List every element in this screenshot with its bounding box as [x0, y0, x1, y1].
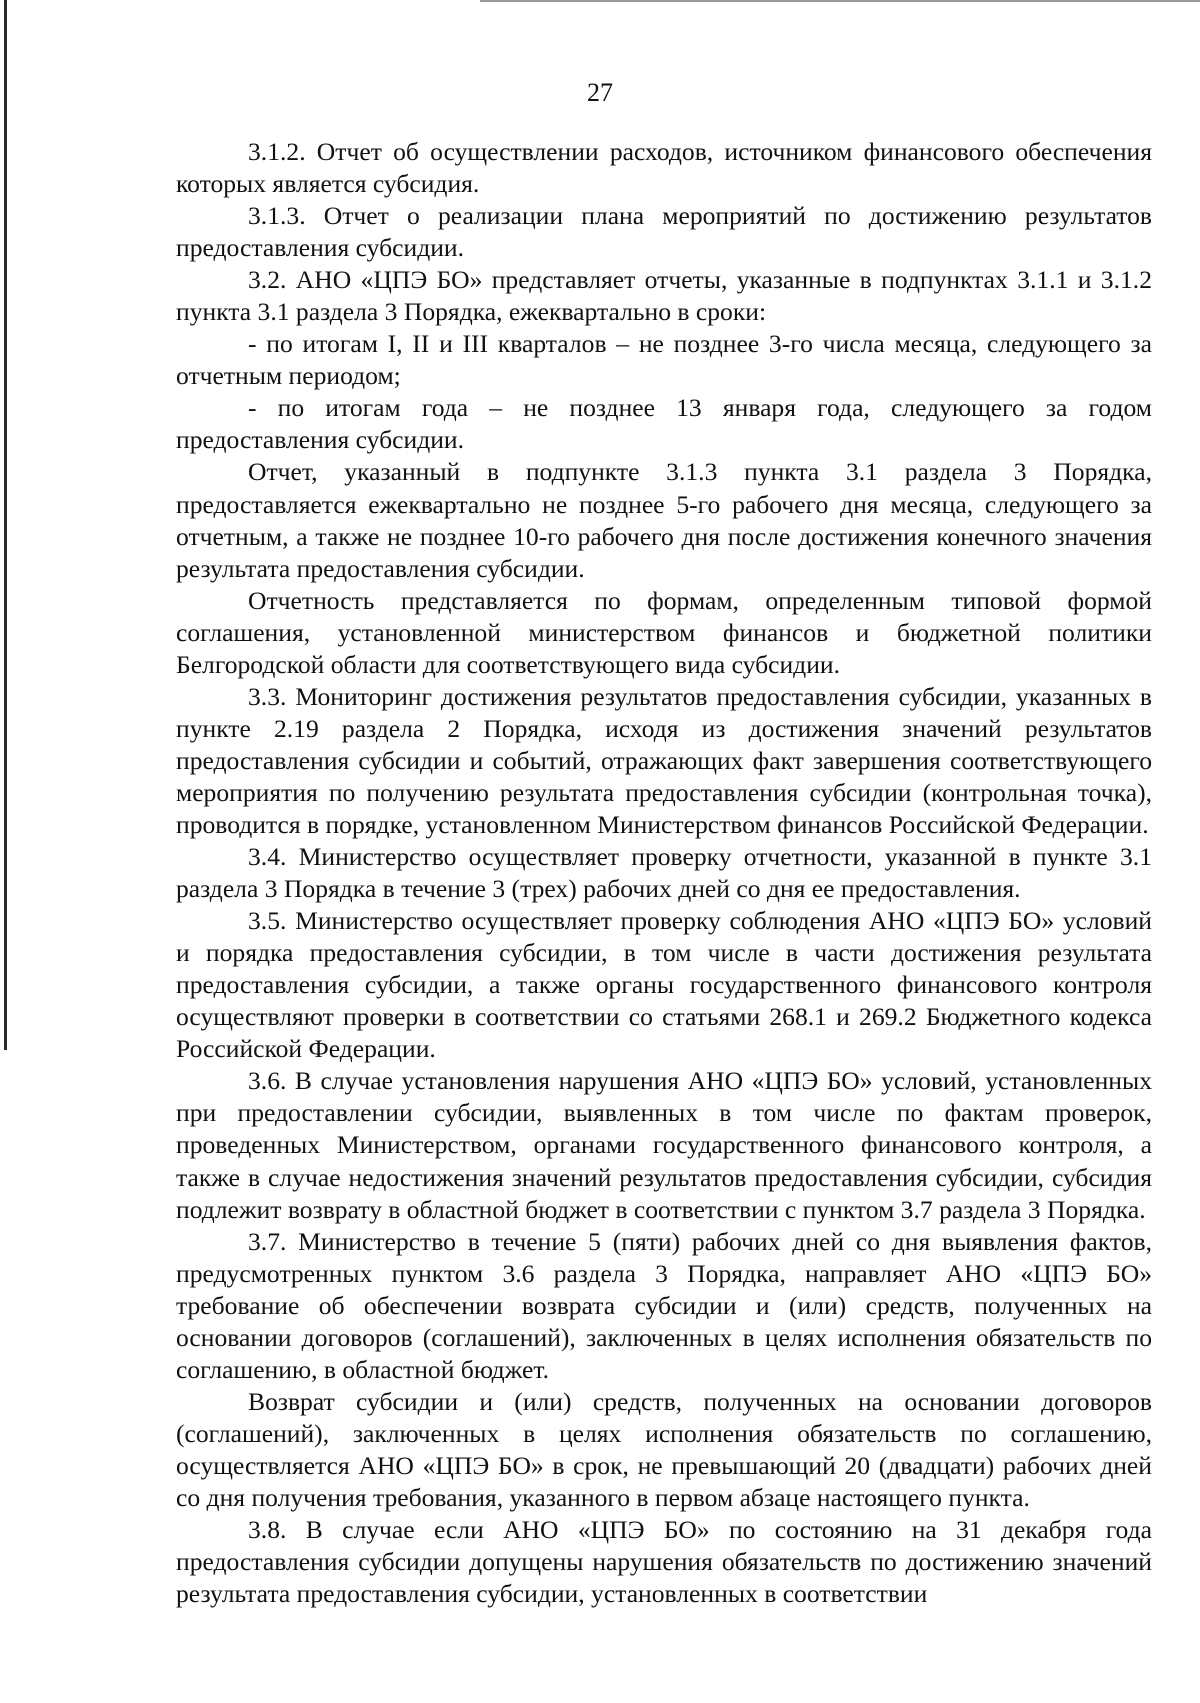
paragraph-3-1-3: 3.1.3. Отчет о реализации плана мероприятий по достижению результатов предоставления субсидии. — [176, 201, 1152, 263]
document-body — [176, 136, 1152, 1610]
paragraph-3-3: 3.3. Мониторинг достижения результатов предоставления субсидии, указанных в пункте 2.19 раздела 2 Порядка, исходя из достижения значений результатов предоставления субсидии и событий, отражающих факт завершения соответствующего мероприятия по получению результата предоставления субсидии (контрольная точка), проводится в порядке, установленном Министерством финансов Российской Федерации. — [176, 681, 1152, 839]
paragraph-3-1-2: 3.1.2. Отчет об осуществлении расходов, источником финансового обеспечения которых является субсидия. — [176, 137, 1152, 199]
paragraph-3-2: 3.2. АНО «ЦПЭ БО» представляет отчеты, указанные в подпунктах 3.1.1 и 3.1.2 пункта 3.1 раздела 3 Порядка, ежеквартально в сроки: — [176, 265, 1152, 327]
paragraph-3-6: 3.6. В случае установления нарушения АНО «ЦПЭ БО» условий, установленных при предоставлении субсидии, выявленных в том числе по фактам проверок, проведенных Министерством, органами государственного финансового контроля, а также в случае недостижения значений результатов предоставления субсидии, субсидия подлежит возврату в областной бюджет в соответствии с пунктом 3.7 раздела 3 Порядка. — [176, 1066, 1152, 1224]
paragraph-report-forms: Отчетность представляется по формам, определенным типовой формой соглашения, установленной министерством финансов и бюджетной политики Белгородской области для соответствующего вида субсидии. — [176, 585, 1152, 679]
paragraph-annual-deadline: - по итогам года – не позднее 13 января года, следующего за годом предоставления субсидии. — [176, 393, 1152, 455]
paragraph-report-3-1-3: Отчет, указанный в подпункте 3.1.3 пункта 3.1 раздела 3 Порядка, предоставляется ежеквартально не позднее 5-го рабочего дня месяца, следующего за отчетным, а также не позднее 10-го рабочего дня после достижения конечного значения результата предоставления субсидии. — [176, 457, 1152, 583]
page-number: 27 — [587, 78, 613, 107]
scan-edge-left — [4, 0, 7, 1050]
paragraph-3-4: 3.4. Министерство осуществляет проверку отчетности, указанной в пункте 3.1 раздела 3 Порядка в течение 3 (трех) рабочих дней со дня ее предоставления. — [176, 842, 1152, 904]
scan-edge-top — [480, 0, 1200, 2]
paragraph-quarterly-deadline: - по итогам I, II и III кварталов – не позднее 3-го числа месяца, следующего за отчетным периодом; — [176, 329, 1152, 391]
paragraph-3-7: 3.7. Министерство в течение 5 (пяти) рабочих дней со дня выявления фактов, предусмотренных пунктом 3.6 раздела 3 Порядка, направляет АНО «ЦПЭ БО» требование об обеспечении возврата субсидии и (или) средств, полученных на основании договоров (соглашений), заключенных в целях исполнения обязательств по соглашению, в областной бюджет. — [176, 1226, 1152, 1384]
paragraph-3-5: 3.5. Министерство осуществляет проверку соблюдения АНО «ЦПЭ БО» условий и порядка предоставления субсидии, в том числе в части достижения результата предоставления субсидии, а также органы государственного финансового контроля осуществляют проверки в соответствии со статьями 268.1 и 269.2 Бюджетного кодекса Российской Федерации. — [176, 906, 1152, 1064]
paragraph-3-8: 3.8. В случае если АНО «ЦПЭ БО» по состоянию на 31 декабря года предоставления субсидии допущены нарушения обязательств по достижению значений результата предоставления субсидии, установленных в соответствии — [176, 1515, 1152, 1609]
paragraph-refund: Возврат субсидии и (или) средств, полученных на основании договоров (соглашений), заключенных в целях исполнения обязательств по соглашению, осуществляется АНО «ЦПЭ БО» в срок, не превышающий 20 (двадцати) рабочих дней со дня получения требования, указанного в первом абзаце настоящего пункта. — [176, 1386, 1152, 1512]
